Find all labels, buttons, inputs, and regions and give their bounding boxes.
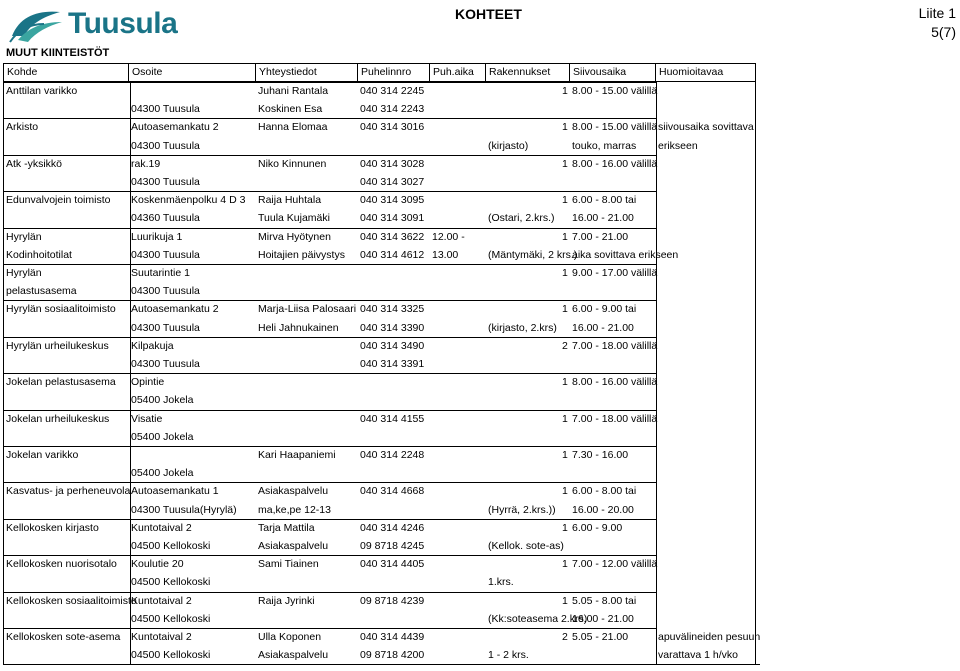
cell-col-siivousaika: 16.00 - 21.00 (572, 212, 634, 225)
cell-col-rakennukset: 1 (562, 594, 568, 607)
cell-col-rakennukset: 1 (562, 449, 568, 461)
cell-col-puhelinnro: 040 314 2248 (360, 449, 425, 461)
cell-col-kohde: Atk -yksikkö (6, 157, 63, 170)
cell-col-puhelinnro: 040 314 4612 (360, 248, 425, 261)
cell-col-rakennukset: 1 (562, 230, 568, 243)
cell-col-osoite: 05400 Jokela (131, 467, 194, 480)
row-divider (3, 446, 657, 447)
cell-col-siivousaika: 6.00 - 8.00 tai (572, 194, 637, 207)
cell-col-yhteystiedot: Tarja Mattila (258, 521, 315, 534)
header-separator (485, 64, 486, 81)
header-col-puhelinnro: Puhelinnro (361, 66, 412, 78)
cell-col-siivousaika: 6.00 - 9.00 (572, 521, 623, 534)
cell-col-kohde: pelastusasema (6, 285, 77, 298)
cell-col-osoite: 04360 Tuusula (131, 212, 200, 225)
cell-col-yhteystiedot: Ulla Koponen (258, 631, 322, 643)
row-divider (3, 155, 657, 156)
header-separator (255, 64, 256, 81)
cell-col-yhteystiedot: Tuula Kujamäki (258, 212, 330, 225)
cell-col-yhteystiedot: Juhani Rantala (258, 85, 329, 97)
cell-col-rakennukset: (kirjasto, 2.krs) (488, 321, 557, 334)
cell-col-rakennukset: 1 (562, 157, 568, 170)
cell-col-kohde: Kellokosken sosiaalitoimisto (6, 594, 137, 607)
cell-col-puhelinnro: 040 314 4246 (360, 521, 425, 534)
table-edge (755, 82, 756, 664)
cell-col-osoite: Koulutie 20 (131, 558, 184, 571)
cell-col-puhelinnro: 040 314 3016 (360, 121, 425, 134)
cell-col-rakennukset: 1 (562, 521, 568, 534)
cell-col-huomioitavaa: varattava 1 h/vko (658, 649, 738, 662)
cell-col-rakennukset: 1.krs. (488, 576, 514, 589)
cell-col-huomioitavaa: siivousaika sovittava (658, 121, 754, 134)
cell-col-puhelinnro: 040 314 4155 (360, 412, 425, 425)
header-col-huomioitavaa: Huomioitavaa (659, 66, 724, 78)
attachment-label: Liite 1 (918, 5, 956, 21)
cell-col-puhelinnro: 09 8718 4200 (360, 649, 425, 662)
cell-col-yhteystiedot: Hanna Elomaa (258, 121, 328, 134)
page-number: 5(7) (931, 24, 956, 40)
row-divider (3, 300, 657, 301)
cell-col-puhelinnro: 040 314 3095 (360, 194, 425, 207)
cell-col-kohde: Kellokosken kirjasto (6, 521, 99, 534)
row-divider (3, 628, 657, 629)
cell-col-kohde: Edunvalvojein toimisto (6, 194, 111, 207)
cell-col-kohde: Jokelan urheilukeskus (6, 412, 110, 425)
header-separator (429, 64, 430, 81)
table-header (3, 63, 756, 82)
row-divider (3, 482, 657, 483)
row-divider (3, 191, 657, 192)
cell-col-siivousaika: 6.00 - 8.00 tai (572, 485, 637, 498)
cell-col-kohde: Kodinhoitotilat (6, 248, 72, 261)
cell-col-osoite: 05400 Jokela (131, 430, 194, 443)
cell-col-osoite: Visatie (131, 412, 163, 425)
cell-col-puhelinnro: 040 314 3027 (360, 176, 425, 188)
cell-col-puhelinnro: 040 314 3622 (360, 230, 425, 243)
column-divider (656, 82, 657, 664)
cell-col-kohde: Kasvatus- ja perheneuvola (6, 485, 131, 498)
cell-col-kohde: Kellokosken nuorisotalo (6, 558, 117, 571)
cell-col-osoite: Suutarintie 1 (131, 267, 190, 279)
cell-col-rakennukset: (kirjasto) (488, 139, 529, 152)
cell-col-rakennukset: 1 (562, 267, 568, 279)
cell-col-siivousaika: 16.00 - 21.00 (572, 321, 634, 334)
cell-col-siivousaika: 8.00 - 16.00 välillä (572, 376, 658, 389)
cell-col-puhelinnro: 09 8718 4245 (360, 540, 425, 552)
leaf-logo-icon (8, 6, 66, 44)
header-separator (357, 64, 358, 81)
cell-col-osoite: 04500 Kellokoski (131, 576, 211, 589)
tuusula-logo (8, 4, 178, 44)
cell-col-puhelinnro: 040 314 3028 (360, 157, 425, 170)
section-heading: MUUT KIINTEISTÖT (6, 47, 110, 59)
header-col-osoite: Osoite (132, 66, 163, 78)
cell-col-osoite: 04300 Tuusula(Hyrylä) (131, 503, 237, 516)
row-divider (3, 228, 657, 229)
cell-col-kohde: Anttilan varikko (6, 85, 78, 97)
cell-col-siivousaika: aika sovittava erikseen (572, 248, 679, 261)
row-divider (3, 82, 657, 83)
cell-col-rakennukset: (Kk:soteasema 2.krs) (488, 612, 588, 625)
cell-col-siivousaika: 9.00 - 17.00 välillä (572, 267, 658, 279)
cell-col-rakennukset: 1 (562, 376, 568, 389)
cell-col-huomioitavaa: apuvälineiden pesuun (658, 631, 761, 643)
cell-col-osoite: Kuntotaival 2 (131, 521, 192, 534)
header-separator (655, 64, 656, 81)
cell-col-siivousaika: 7.00 - 18.00 välillä (572, 339, 658, 352)
cell-col-kohde: Jokelan pelastusasema (6, 376, 116, 389)
cell-col-siivousaika: 6.00 - 9.00 tai (572, 303, 637, 316)
cell-col-rakennukset: 1 (562, 85, 568, 97)
cell-col-siivousaika: 7.00 - 18.00 välillä (572, 412, 658, 425)
cell-col-osoite: Autoasemankatu 1 (131, 485, 219, 498)
cell-col-yhteystiedot: Kari Haapaniemi (258, 449, 336, 461)
cell-col-siivousaika: 8.00 - 16.00 välillä (572, 157, 658, 170)
cell-col-siivousaika: touko, marras (572, 139, 637, 152)
header-col-yhteystiedot: Yhteystiedot (259, 66, 317, 78)
cell-col-rakennukset: 1 (562, 194, 568, 207)
row-divider (3, 373, 657, 374)
cell-col-siivousaika: 7.00 - 21.00 (572, 230, 629, 243)
cell-col-osoite: 04300 Tuusula (131, 285, 200, 298)
header-col-siivousaika: Siivousaika (573, 66, 627, 78)
cell-col-rakennukset: (Ostari, 2.krs.) (488, 212, 555, 225)
logo-text: Tuusula (68, 7, 178, 40)
row-divider (3, 555, 657, 556)
cell-col-siivousaika: 8.00 - 15.00 välillä (572, 85, 658, 97)
cell-col-osoite: rak.19 (131, 157, 161, 170)
cell-col-puhaika: 13.00 (432, 248, 459, 261)
cell-col-siivousaika: 5.05 - 8.00 tai (572, 594, 637, 607)
row-divider (3, 592, 657, 593)
table-edge (3, 82, 4, 664)
cell-col-osoite: Koskenmäenpolku 4 D 3 (131, 194, 246, 207)
cell-col-kohde: Kellokosken sote-asema (6, 631, 121, 643)
cell-col-puhelinnro: 040 314 3091 (360, 212, 425, 225)
column-divider (130, 82, 131, 664)
cell-col-yhteystiedot: Asiakaspalvelu (258, 649, 329, 662)
cell-col-siivousaika: 7.30 - 16.00 (572, 449, 629, 461)
cell-col-osoite: 04300 Tuusula (131, 139, 200, 152)
cell-col-osoite: 04300 Tuusula (131, 248, 200, 261)
cell-col-osoite: 04500 Kellokoski (131, 540, 211, 552)
cell-col-rakennukset: 1 (562, 558, 568, 571)
cell-col-yhteystiedot: Asiakaspalvelu (258, 485, 329, 498)
cell-col-kohde: Hyrylän (6, 230, 42, 243)
cell-col-kohde: Jokelan varikko (6, 449, 79, 461)
cell-col-osoite: 04300 Tuusula (131, 176, 200, 188)
cell-col-yhteystiedot: Heli Jahnukainen (258, 321, 339, 334)
cell-col-puhelinnro: 040 314 3390 (360, 321, 425, 334)
cell-col-rakennukset: 1 - 2 krs. (488, 649, 529, 662)
cell-col-yhteystiedot: Hoitajien päivystys (258, 248, 345, 261)
header-col-puhaika: Puh.aika (433, 66, 474, 78)
row-divider (3, 664, 760, 665)
cell-col-kohde: Hyrylän urheilukeskus (6, 339, 109, 352)
row-divider (3, 264, 657, 265)
cell-col-puhelinnro: 040 314 2243 (360, 103, 425, 116)
cell-col-yhteystiedot: Mirva Hyötynen (258, 230, 331, 243)
cell-col-osoite: Kuntotaival 2 (131, 631, 192, 643)
header-col-rakennukset: Rakennukset (489, 66, 551, 78)
cell-col-puhelinnro: 040 314 3391 (360, 358, 425, 370)
cell-col-rakennukset: (Kellok. sote-as) (488, 540, 564, 552)
cell-col-kohde: Arkisto (6, 121, 39, 134)
cell-col-osoite: 04500 Kellokoski (131, 612, 211, 625)
cell-col-huomioitavaa: erikseen (658, 139, 698, 152)
cell-col-osoite: 04300 Tuusula (131, 321, 200, 334)
cell-col-osoite: Autoasemankatu 2 (131, 121, 219, 134)
cell-col-puhelinnro: 040 314 4439 (360, 631, 425, 643)
cell-col-siivousaika: 8.00 - 15.00 välillä (572, 121, 658, 134)
row-divider (3, 519, 657, 520)
cell-col-puhelinnro: 040 314 2245 (360, 85, 425, 97)
cell-col-yhteystiedot: Asiakaspalvelu (258, 540, 329, 552)
cell-col-osoite: 04300 Tuusula (131, 358, 200, 370)
cell-col-rakennukset: 1 (562, 412, 568, 425)
cell-col-puhelinnro: 09 8718 4239 (360, 594, 425, 607)
page-title: KOHTEET (455, 6, 522, 22)
cell-col-puhelinnro: 040 314 4668 (360, 485, 425, 498)
cell-col-rakennukset: (Hyrrä, 2.krs.)) (488, 503, 556, 516)
cell-col-osoite: 05400 Jokela (131, 394, 194, 407)
cell-col-rakennukset: 2 (562, 631, 568, 643)
cell-col-siivousaika: 16.00 - 20.00 (572, 503, 634, 516)
cell-col-osoite: Opintie (131, 376, 165, 389)
cell-col-rakennukset: 1 (562, 303, 568, 316)
cell-col-puhelinnro: 040 314 4405 (360, 558, 425, 571)
cell-col-yhteystiedot: Niko Kinnunen (258, 157, 327, 170)
cell-col-siivousaika: 16.00 - 21.00 (572, 612, 634, 625)
cell-col-kohde: Hyrylän sosiaalitoimisto (6, 303, 116, 316)
cell-col-yhteystiedot: Raija Huhtala (258, 194, 322, 207)
cell-col-osoite: Kuntotaival 2 (131, 594, 192, 607)
cell-col-siivousaika: 7.00 - 12.00 välillä (572, 558, 658, 571)
cell-col-yhteystiedot: Raija Jyrinki (258, 594, 315, 607)
cell-col-yhteystiedot: Marja-Liisa Palosaari (258, 303, 357, 316)
header-col-kohde: Kohde (7, 66, 38, 78)
cell-col-osoite: Luurikuja 1 (131, 230, 183, 243)
row-divider (3, 118, 657, 119)
cell-col-osoite: 04500 Kellokoski (131, 649, 211, 662)
cell-col-puhelinnro: 040 314 3490 (360, 339, 425, 352)
cell-col-siivousaika: 5.05 - 21.00 (572, 631, 629, 643)
header-separator (569, 64, 570, 81)
cell-col-yhteystiedot: Sami Tiainen (258, 558, 319, 571)
row-divider (3, 410, 657, 411)
cell-col-rakennukset: (Mäntymäki, 2 krs.) (488, 248, 578, 261)
cell-col-kohde: Hyrylän (6, 267, 42, 279)
cell-col-osoite: 04300 Tuusula (131, 103, 200, 116)
header-separator (128, 64, 129, 81)
cell-col-rakennukset: 1 (562, 485, 568, 498)
cell-col-puhaika: 12.00 - (432, 230, 465, 243)
cell-col-rakennukset: 1 (562, 121, 568, 134)
cell-col-osoite: Kilpakuja (131, 339, 174, 352)
cell-col-rakennukset: 2 (562, 339, 568, 352)
cell-col-yhteystiedot: ma,ke,pe 12-13 (258, 503, 331, 516)
cell-col-puhelinnro: 040 314 3325 (360, 303, 425, 316)
cell-col-yhteystiedot: Koskinen Esa (258, 103, 323, 116)
cell-col-osoite: Autoasemankatu 2 (131, 303, 219, 316)
row-divider (3, 337, 657, 338)
